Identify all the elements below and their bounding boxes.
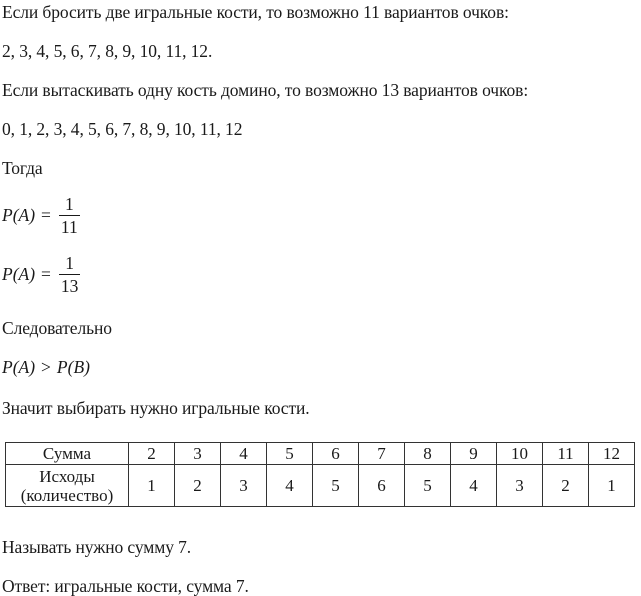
table-cell-sum: 8 [405, 443, 451, 465]
formula-operator: = [41, 205, 51, 225]
formula-lhs: P(A) [2, 205, 36, 225]
formula-lhs: P(A) [2, 264, 36, 284]
table-cell-sum: 4 [221, 443, 267, 465]
formula-lhs: P(A) [2, 357, 36, 377]
table-cell-outcome: 5 [313, 465, 359, 507]
table-cell-outcome: 2 [543, 465, 589, 507]
fraction [59, 254, 81, 295]
table-cell-outcome: 3 [497, 465, 543, 507]
table-cell-sum: 10 [497, 443, 543, 465]
fraction-bar [59, 274, 81, 275]
table-header-outcomes-line1: Исходы [39, 466, 95, 486]
table-cell-sum: 12 [589, 443, 635, 465]
table-cell-sum: 6 [313, 443, 359, 465]
intro-dice-text: Если бросить две игральные кости, то возможно 11 вариантов очков: [2, 2, 509, 22]
name-sum-text: Называть нужно сумму 7. [2, 537, 192, 557]
table-cell-sum: 7 [359, 443, 405, 465]
table-cell-sum: 5 [267, 443, 313, 465]
table-cell-outcome: 3 [221, 465, 267, 507]
table-cell-outcome: 5 [405, 465, 451, 507]
fraction-bar [59, 215, 80, 216]
table-cell-outcome: 1 [589, 465, 635, 507]
fraction-denominator: 11 [60, 217, 78, 237]
formula-probability-domino [2, 254, 80, 295]
table-cell-outcome: 4 [267, 465, 313, 507]
answer-text: Ответ: игральные кости, сумма 7. [2, 576, 249, 596]
table-cell-outcome: 6 [359, 465, 405, 507]
table-header-sum: Сумма [6, 443, 129, 465]
table-header-outcomes-line2: (количество) [20, 485, 114, 505]
table-cell-sum: 3 [175, 443, 221, 465]
then-label: Тогда [2, 158, 43, 178]
therefore-label: Следовательно [2, 318, 112, 338]
fraction-numerator: 1 [65, 253, 75, 273]
table-row-outcomes [6, 465, 635, 507]
formula-probability-dice [2, 195, 80, 236]
table-header-outcomes [6, 465, 129, 507]
formula-comparison [2, 357, 90, 378]
conclusion-text: Значит выбирать нужно игральные кости. [2, 398, 310, 418]
outcomes-table [5, 442, 635, 507]
table-cell-sum: 2 [129, 443, 175, 465]
dice-values-list: 2, 3, 4, 5, 6, 7, 8, 9, 10, 11, 12. [2, 41, 213, 61]
formula-operator: > [41, 357, 51, 377]
table-cell-outcome: 2 [175, 465, 221, 507]
table-row-sums [6, 443, 635, 465]
table-cell-sum: 11 [543, 443, 589, 465]
table-cell-sum: 9 [451, 443, 497, 465]
fraction-numerator: 1 [64, 194, 74, 214]
table-cell-outcome: 4 [451, 465, 497, 507]
formula-rhs: P(B) [56, 357, 90, 377]
domino-values-list: 0, 1, 2, 3, 4, 5, 6, 7, 8, 9, 10, 11, 12 [2, 119, 243, 139]
intro-domino-text: Если вытаскивать одну кость домино, то возможно 13 вариантов очков: [2, 80, 529, 100]
table-cell-outcome: 1 [129, 465, 175, 507]
fraction-denominator: 13 [60, 276, 79, 296]
formula-operator: = [41, 264, 51, 284]
fraction [59, 195, 80, 236]
